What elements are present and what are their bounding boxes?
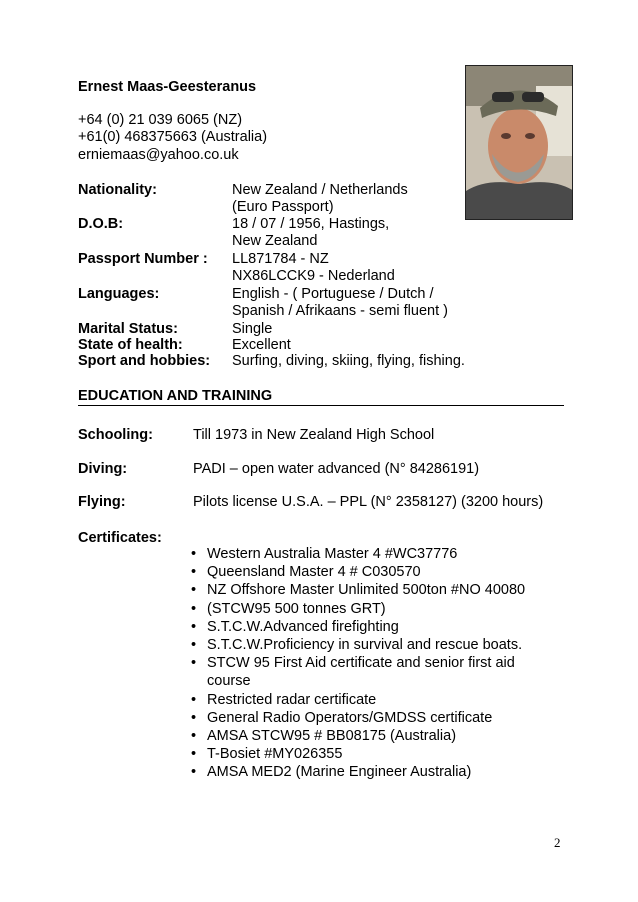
candidate-name: Ernest Maas-Geesteranus — [78, 79, 257, 95]
flying-value: Pilots license U.S.A. – PPL (N° 2358127) (3200 hours) — [193, 494, 544, 510]
languages-value-line2: Spanish / Afrikaans - semi fluent ) — [232, 303, 448, 319]
education-heading: EDUCATION AND TRAINING — [78, 388, 273, 404]
phone-au: +61(0) 468375663 (Australia) — [78, 129, 268, 145]
certificate-item: • S.T.C.W.Advanced firefighting — [207, 618, 557, 636]
marital-status-value: Single — [232, 321, 273, 337]
passport-label: Passport Number : — [78, 251, 208, 267]
profile-photo-image — [466, 66, 573, 220]
certificate-item: • S.T.C.W.Proficiency in survival and rescue boats. — [207, 636, 557, 654]
diving-label: Diving: — [78, 461, 128, 477]
email: erniemaas@yahoo.co.uk — [78, 147, 239, 163]
languages-value-line1: English - ( Portuguese / Dutch / — [232, 286, 434, 302]
certificates-list — [207, 545, 557, 782]
certificate-item: • AMSA MED2 (Marine Engineer Australia) — [207, 763, 557, 781]
page-number: 2 — [554, 835, 561, 850]
dob-label: D.O.B: — [78, 216, 124, 232]
certificate-item: • AMSA STCW95 # BB08175 (Australia) — [207, 727, 557, 745]
marital-status-label: Marital Status: — [78, 321, 178, 337]
diving-value: PADI – open water advanced (N° 84286191) — [193, 461, 480, 477]
nationality-label: Nationality: — [78, 182, 157, 198]
schooling-value: Till 1973 in New Zealand High School — [193, 427, 435, 443]
phone-nz: +64 (0) 21 039 6065 (NZ) — [78, 112, 243, 128]
certificates-label: Certificates: — [78, 530, 162, 546]
languages-label: Languages: — [78, 286, 160, 302]
profile-photo — [465, 65, 573, 220]
certificate-item: • STCW 95 First Aid certificate and senior first aid course — [207, 654, 557, 690]
certificate-item: • NZ Offshore Master Unlimited 500ton #NO 40080 — [207, 581, 557, 599]
certificate-item: • Queensland Master 4 # C030570 — [207, 563, 557, 581]
health-label: State of health: — [78, 337, 183, 353]
dob-value-line1: 18 / 07 / 1956, Hastings, — [232, 216, 390, 232]
sport-label: Sport and hobbies: — [78, 353, 211, 369]
sport-value: Surfing, diving, skiing, flying, fishing. — [232, 353, 465, 369]
certificate-item: • T-Bosiet #MY026355 — [207, 745, 557, 763]
certificate-item: • Western Australia Master 4 #WC37776 — [207, 545, 557, 563]
health-value: Excellent — [232, 337, 291, 353]
nationality-value-line2: (Euro Passport) — [232, 199, 334, 215]
passport-value-line2: NX86LCCK9 - Nederland — [232, 268, 395, 284]
dob-value-line2: New Zealand — [232, 233, 318, 249]
certificate-item: • General Radio Operators/GMDSS certificate — [207, 709, 557, 727]
passport-value-line1: LL871784 - NZ — [232, 251, 329, 267]
section-divider — [78, 405, 564, 406]
certificate-item: • Restricted radar certificate — [207, 691, 557, 709]
certificate-item: • (STCW95 500 tonnes GRT) — [207, 600, 557, 618]
nationality-value-line1: New Zealand / Netherlands — [232, 182, 408, 198]
flying-label: Flying: — [78, 494, 126, 510]
schooling-label: Schooling: — [78, 427, 153, 443]
